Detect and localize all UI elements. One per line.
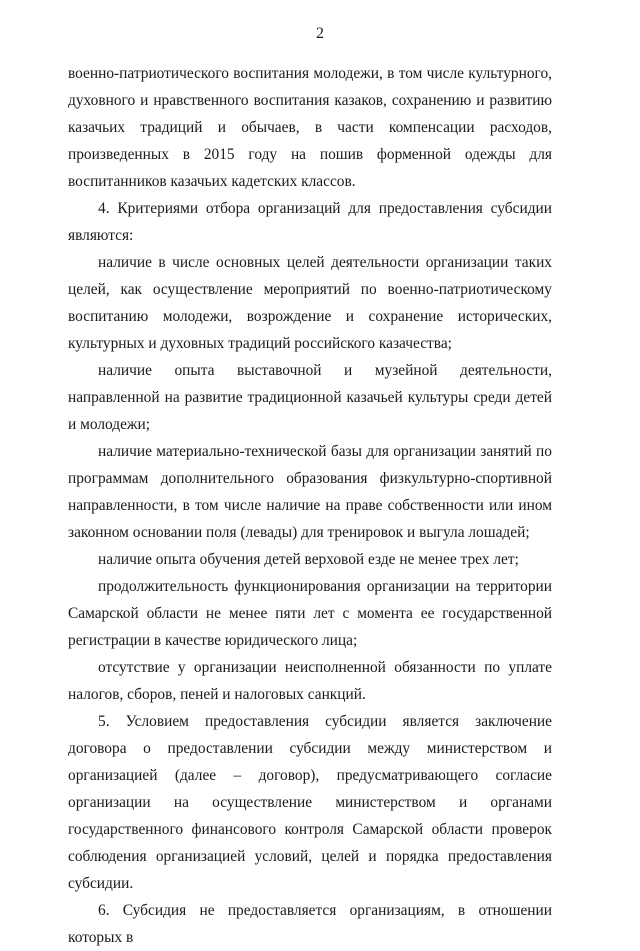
- criterion-exhibition-experience: наличие опыта выставочной и музейной деятельности, направленной на развитие традиционной казачьей культуры среди детей и молодежи;: [68, 362, 552, 433]
- criterion-goals: наличие в числе основных целей деятельности организации таких целей, как осуществление мероприятий по военно-патриотическому воспитанию молодежи, возрождение и сохранение исторических, культурных и духовных традиций российского казачества;: [68, 254, 552, 352]
- paragraph-item-4: 4. Критериями отбора организаций для предоставления субсидии являются:: [68, 200, 552, 244]
- page-number: 2: [316, 25, 324, 42]
- criterion-riding-experience: наличие опыта обучения детей верховой езде не менее трех лет;: [98, 551, 519, 568]
- paragraph-item-6: 6. Субсидия не предоставляется организациям, в отношении которых в: [68, 902, 552, 946]
- criterion-material-base: наличие материально-технической базы для организации занятий по программам дополнительного образования физкультурно-спортивной направленности, в том числе наличие на праве собственности или ином законном основании поля (левады) для тренировок и выгула лошадей;: [68, 443, 552, 541]
- paragraph-continuation: военно-патриотического воспитания молодежи, в том числе культурного, духовного и нравственного воспитания казаков, сохранению и развитию казачьих традиций и обычаев, в части компенсации расходов, произведенных в 2015 году на пошив форменной одежды для воспитанников казачьих кадетских классов.: [68, 65, 552, 190]
- criterion-operation-duration: продолжительность функционирования организации на территории Самарской области не менее пяти лет с момента ее государственной регистрации в качестве юридического лица;: [68, 578, 552, 649]
- criterion-no-tax-debt: отсутствие у организации неисполненной обязанности по уплате налогов, сборов, пеней и налоговых санкций.: [68, 659, 552, 703]
- document-body: [68, 60, 552, 951]
- paragraph-item-5: 5. Условием предоставления субсидии является заключение договора о предоставлении субсидии между министерством и организацией (далее – договор), предусматривающего согласие организации на осуществление министерством и органами государственного финансового контроля Самарской области проверок соблюдения организацией условий, целей и порядка предоставления субсидии.: [68, 713, 552, 892]
